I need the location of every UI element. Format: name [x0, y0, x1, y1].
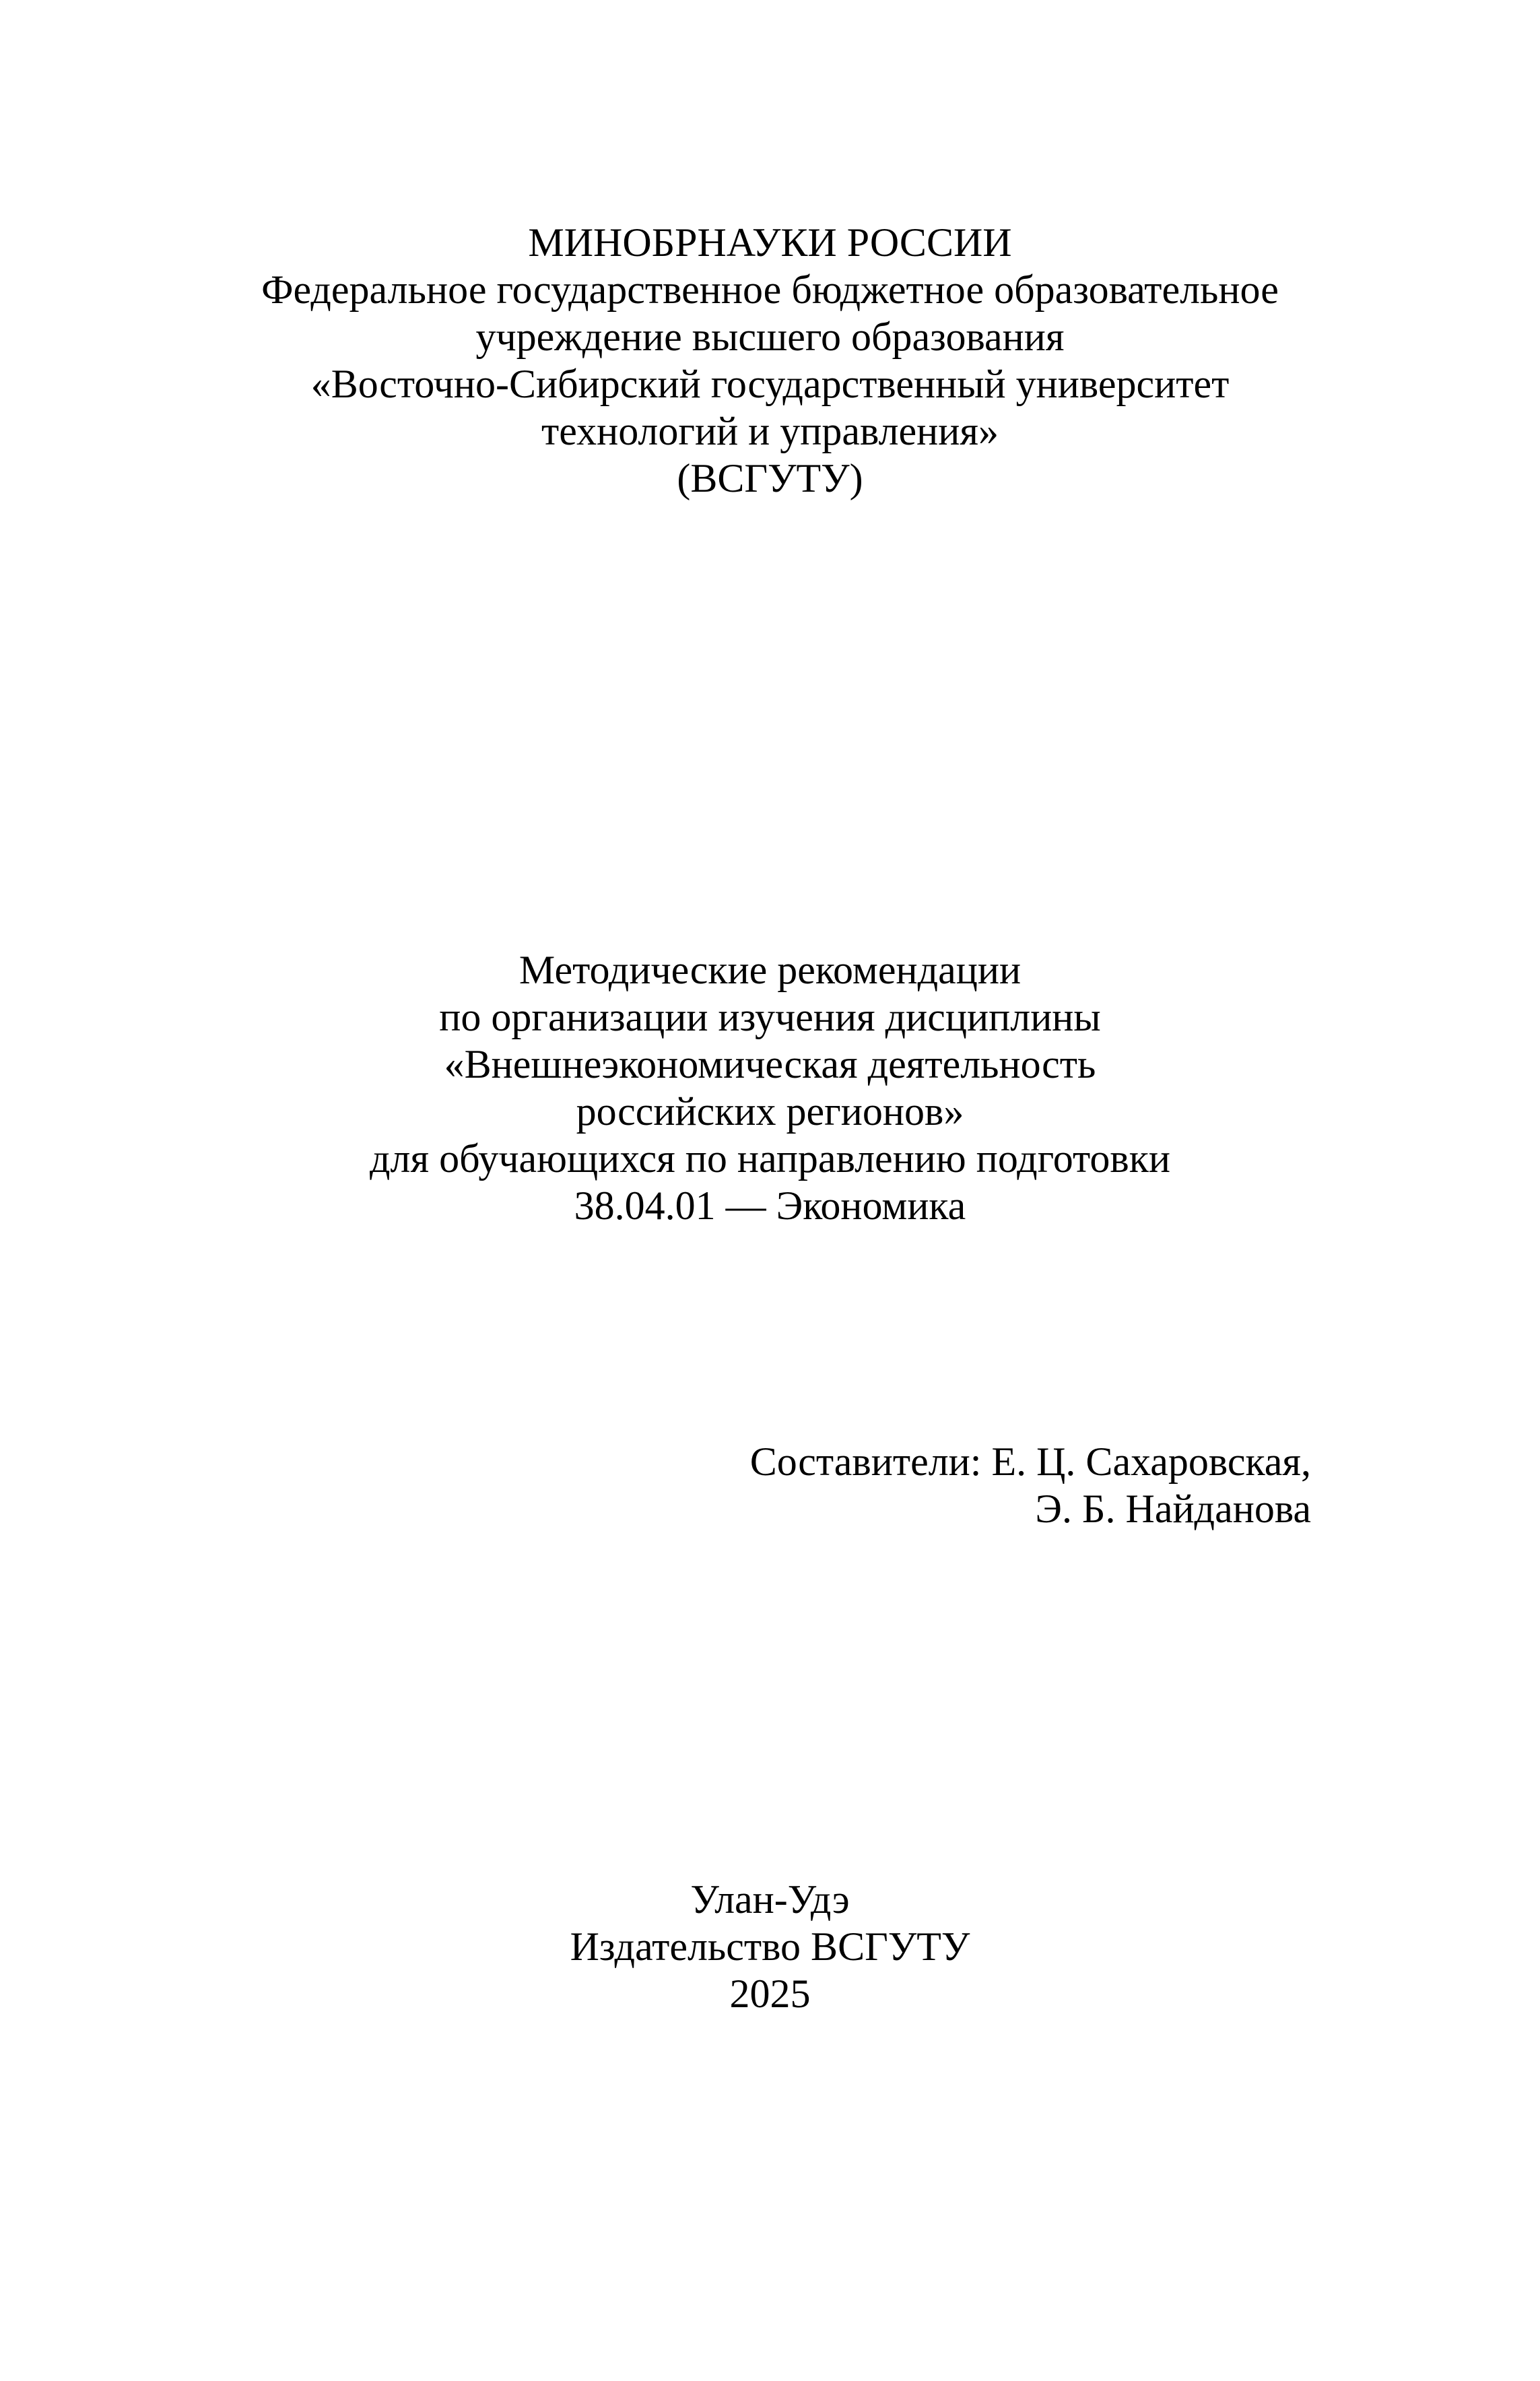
audience-line: для обучающихся по направлению подготовки — [370, 1136, 1170, 1181]
title-line-2: по организации изучения дисциплины — [439, 995, 1101, 1039]
program-code: 38.04.01 — Экономика — [574, 1183, 966, 1228]
publisher: Издательство ВСГУТУ — [570, 1924, 970, 1969]
title-line-1: Методические рекомендации — [518, 948, 1022, 992]
city: Улан-Удэ — [690, 1877, 850, 1922]
institution-type: Федеральное государственное бюджетное образовательное — [261, 267, 1279, 312]
imprint — [0, 1876, 1540, 2017]
university-name-continued: технологий и управления» — [541, 409, 999, 453]
authors-line-2: Э. Б. Найданова — [1035, 1487, 1311, 1531]
institution-header — [0, 219, 1540, 502]
document-title — [0, 946, 1540, 1229]
year: 2025 — [729, 1971, 811, 2016]
discipline-name-continued: российских регионов» — [576, 1089, 964, 1134]
ministry-name: МИНОБРНАУКИ РОССИИ — [528, 220, 1012, 265]
university-name: «Восточно-Сибирский государственный университет — [310, 362, 1230, 406]
institution-type-continued: учреждение высшего образования — [475, 315, 1065, 359]
authors — [750, 1438, 1311, 1532]
authors-line-1: Составители: Е. Ц. Сахаровская, — [749, 1439, 1311, 1484]
discipline-name: «Внешнеэкономическая деятельность — [444, 1042, 1096, 1086]
university-abbreviation: (ВСГУТУ) — [677, 456, 863, 500]
